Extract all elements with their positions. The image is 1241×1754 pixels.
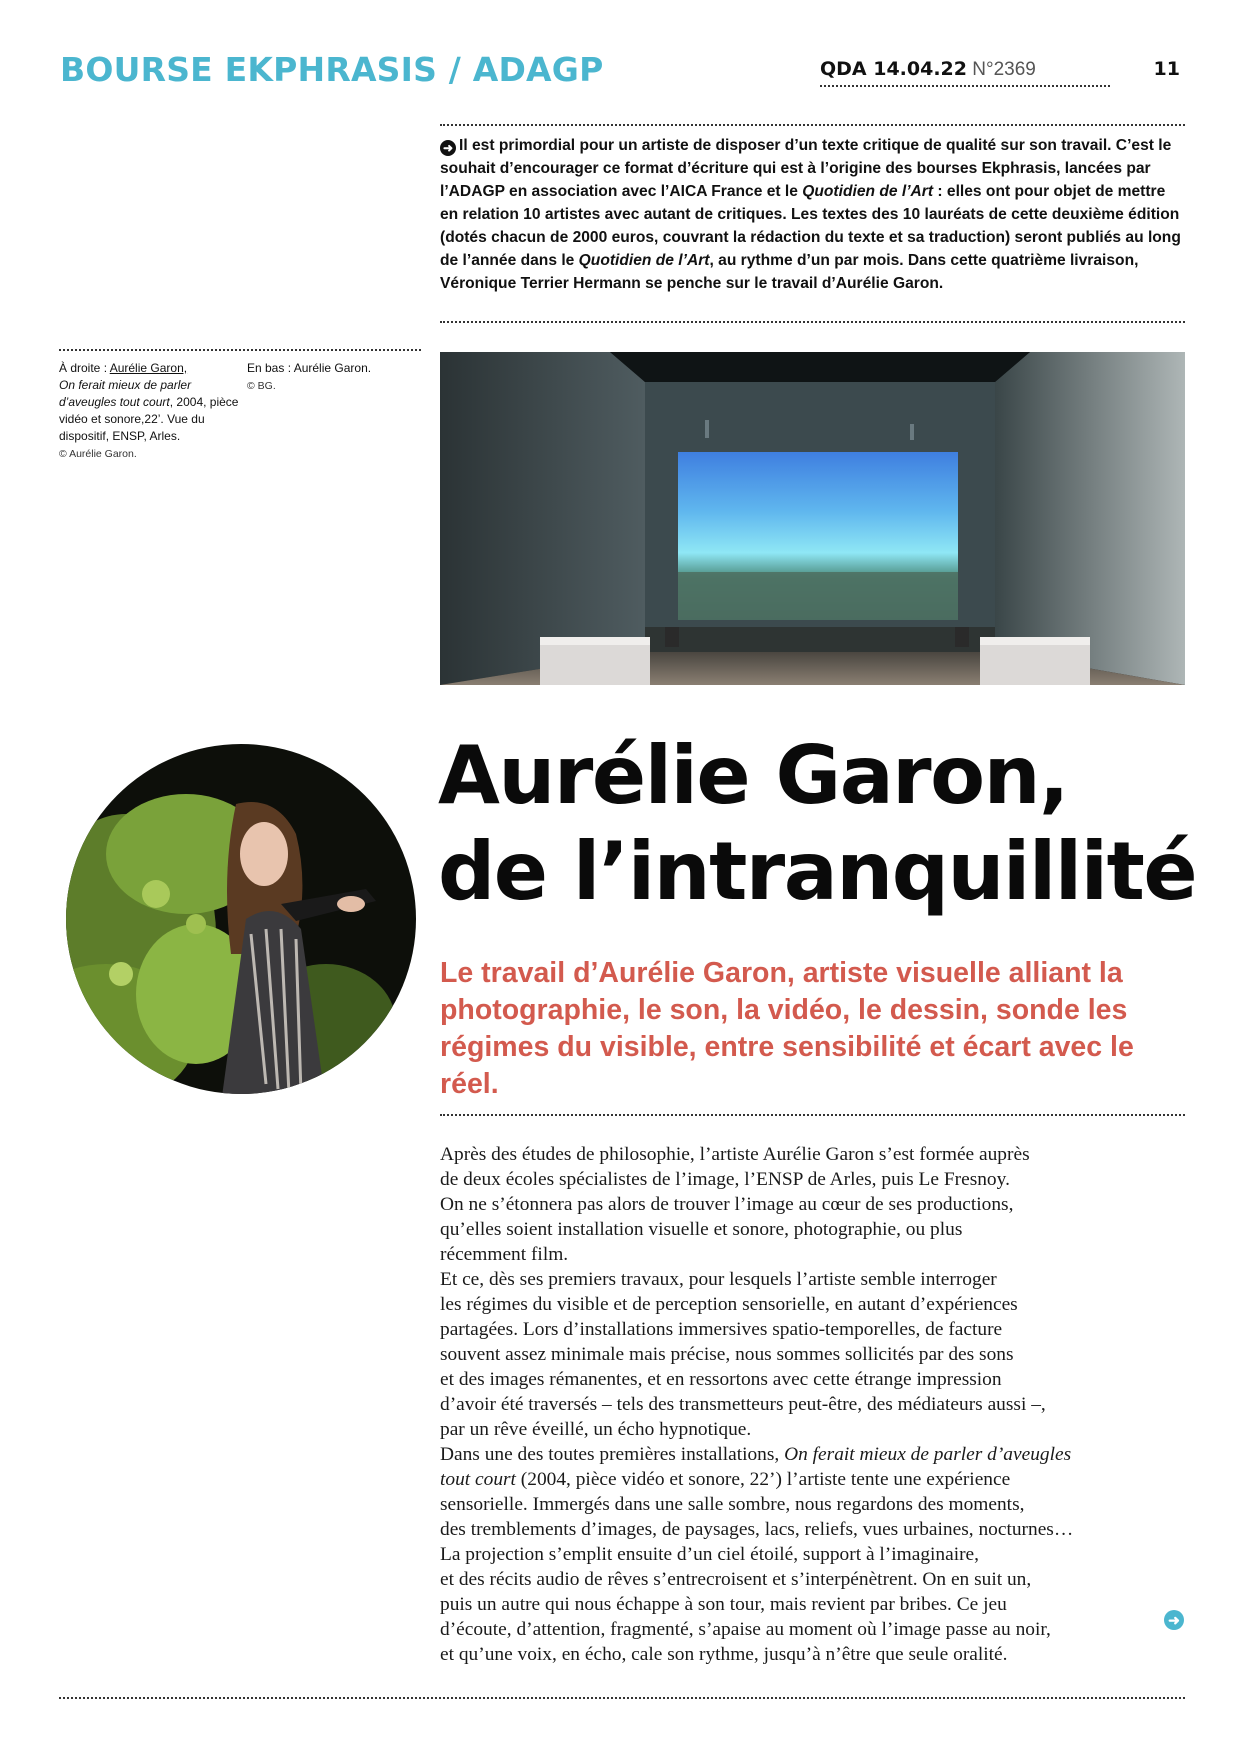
- body-line: sensorielle. Immergés dans une salle sombre, nous regardons des moments,: [440, 1494, 1025, 1515]
- intro-publication-2: Quotidien de l’Art: [578, 252, 710, 269]
- body-line: et des images rémanentes, et en ressortons avec cette étrange impression: [440, 1369, 1002, 1390]
- body-line: d’avoir été traversés – tels des transmetteurs peut-être, des médiateurs aussi –,: [440, 1394, 1046, 1415]
- body-line: On ne s’étonnera pas alors de trouver l’image au cœur de ses productions,: [440, 1194, 1014, 1215]
- article-body: [440, 1142, 1200, 1667]
- body-line: qu’elles soient installation visuelle et sonore, photographie, ou plus: [440, 1219, 963, 1240]
- body-line: des tremblements d’images, de paysages, lacs, reliefs, vues urbaines, nocturnes…: [440, 1519, 1074, 1540]
- installation-photo-graphic: [440, 352, 1185, 685]
- page-number: 11: [1153, 58, 1180, 80]
- body-line: partagées. Lors d’installations immersives spatio-temporelles, de facture: [440, 1319, 1003, 1340]
- intro-text-3: , au rythme d’un par mois. Dans cette quatrième livraison, Véronique Terrier Hermann se penche sur le travail d’Aurélie Garon.: [440, 252, 1139, 292]
- caption-portrait-credit: © BG.: [247, 380, 276, 392]
- body-line: souvent assez minimale mais précise, nous sommes sollicités par des sons: [440, 1344, 1014, 1365]
- body-line: d’écoute, d’attention, fragmenté, s’apaise au moment où l’image passe au noir,: [440, 1619, 1051, 1640]
- intro-paragraph: [440, 134, 1185, 295]
- caption-portrait-text: En bas : Aurélie Garon.: [247, 361, 372, 375]
- caption-details: , 2004, pièce vidéo et sonore,22’. Vue du dispositif, ENSP, Arles.: [59, 395, 239, 443]
- header-rule: [820, 85, 1110, 87]
- caption-rule: [59, 349, 421, 351]
- footer-rule: [59, 1697, 1185, 1699]
- headline-line-1: Aurélie Garon,: [438, 729, 1068, 822]
- body-line: Après des études de philosophie, l’artiste Aurélie Garon s’est formée auprès: [440, 1144, 1030, 1165]
- artist-portrait-graphic: [66, 744, 416, 1094]
- caption-credit: © Aurélie Garon.: [59, 448, 137, 460]
- body-line: Et ce, dès ses premiers travaux, pour lesquels l’artiste semble interroger: [440, 1269, 997, 1290]
- body-line: par un rêve éveillé, un écho hypnotique.: [440, 1419, 752, 1440]
- lede-rule: [440, 1114, 1185, 1116]
- body-line: La projection s’emplit ensuite d’un ciel étoilé, support à l’imaginaire,: [440, 1544, 979, 1565]
- arrow-right-circle-icon: ➜: [440, 140, 456, 156]
- article-headline: [438, 728, 1198, 920]
- body-line: Dans une des toutes premières installations, On ferait mieux de parler d’aveugles: [440, 1444, 1072, 1465]
- intro-bottom-rule: [440, 321, 1185, 323]
- issue-line: [820, 58, 1180, 86]
- intro-top-rule: [440, 124, 1185, 126]
- intro-text-2: : elles ont pour objet de mettre en relation 10 artistes avec autant de critiques. Les textes des 10 lauréats de cette deuxième édition (dotés chacun de 2000 euros, couvrant la rédaction du texte et sa traduction) seront publiés au long de l’année dans le: [440, 183, 1181, 269]
- caption-prefix: À droite :: [59, 361, 110, 375]
- caption-portrait: [247, 360, 427, 395]
- body-line: et des récits audio de rêves s’entrecroisent et s’interpénètrent. On en suit un,: [440, 1569, 1032, 1590]
- issue-date: QDA 14.04.22: [820, 58, 967, 80]
- article-lede: Le travail d’Aurélie Garon, artiste visuelle alliant la photographie, le son, la vidéo, le dessin, sonde les régimes du visible, entre sensibilité et écart avec le réel.: [440, 957, 1134, 1100]
- caption-installation: [59, 360, 239, 463]
- body-line: récemment film.: [440, 1244, 569, 1265]
- caption-work-title: On ferait mieux de parler d’aveugles tout court: [59, 378, 192, 409]
- intro-text-1: Il est primordial pour un artiste de disposer d’un texte critique de qualité sur son travail. C’est le souhait d’encourager ce format d’écriture qui est à l’origine des bourses Ekphrasis, lancées par l’ADAGP en association avec l’AICA France et le: [440, 137, 1172, 200]
- artist-portrait: [66, 744, 416, 1094]
- body-work-title-cont: tout court: [440, 1469, 516, 1490]
- issue-number: N°2369: [972, 59, 1036, 80]
- body-work-title: On ferait mieux de parler d’aveugles: [784, 1444, 1072, 1465]
- body-line: de deux écoles spécialistes de l’image, l’ENSP de Arles, puis Le Fresnoy.: [440, 1169, 1010, 1190]
- section-title: BOURSE EKPHRASIS / ADAGP: [60, 50, 604, 89]
- body-line: puis un autre qui nous échappe à son tour, mais revient par bribes. Ce jeu: [440, 1594, 1007, 1615]
- body-line: les régimes du visible et de perception sensorielle, en autant d’expériences: [440, 1294, 1018, 1315]
- headline-line-2: de l’intranquillité: [438, 825, 1197, 918]
- installation-photo: [440, 352, 1185, 685]
- caption-artist: Aurélie Garon,: [109, 361, 188, 375]
- body-line: tout court (2004, pièce vidéo et sonore, 22’) l’artiste tente une expérience: [440, 1469, 1011, 1490]
- body-line: et qu’une voix, en écho, cale son rythme, jusqu’à n’être que seule oralité.: [440, 1644, 1008, 1665]
- intro-publication-1: Quotidien de l’Art: [802, 183, 934, 200]
- continue-arrow-icon: ➜: [1164, 1610, 1184, 1630]
